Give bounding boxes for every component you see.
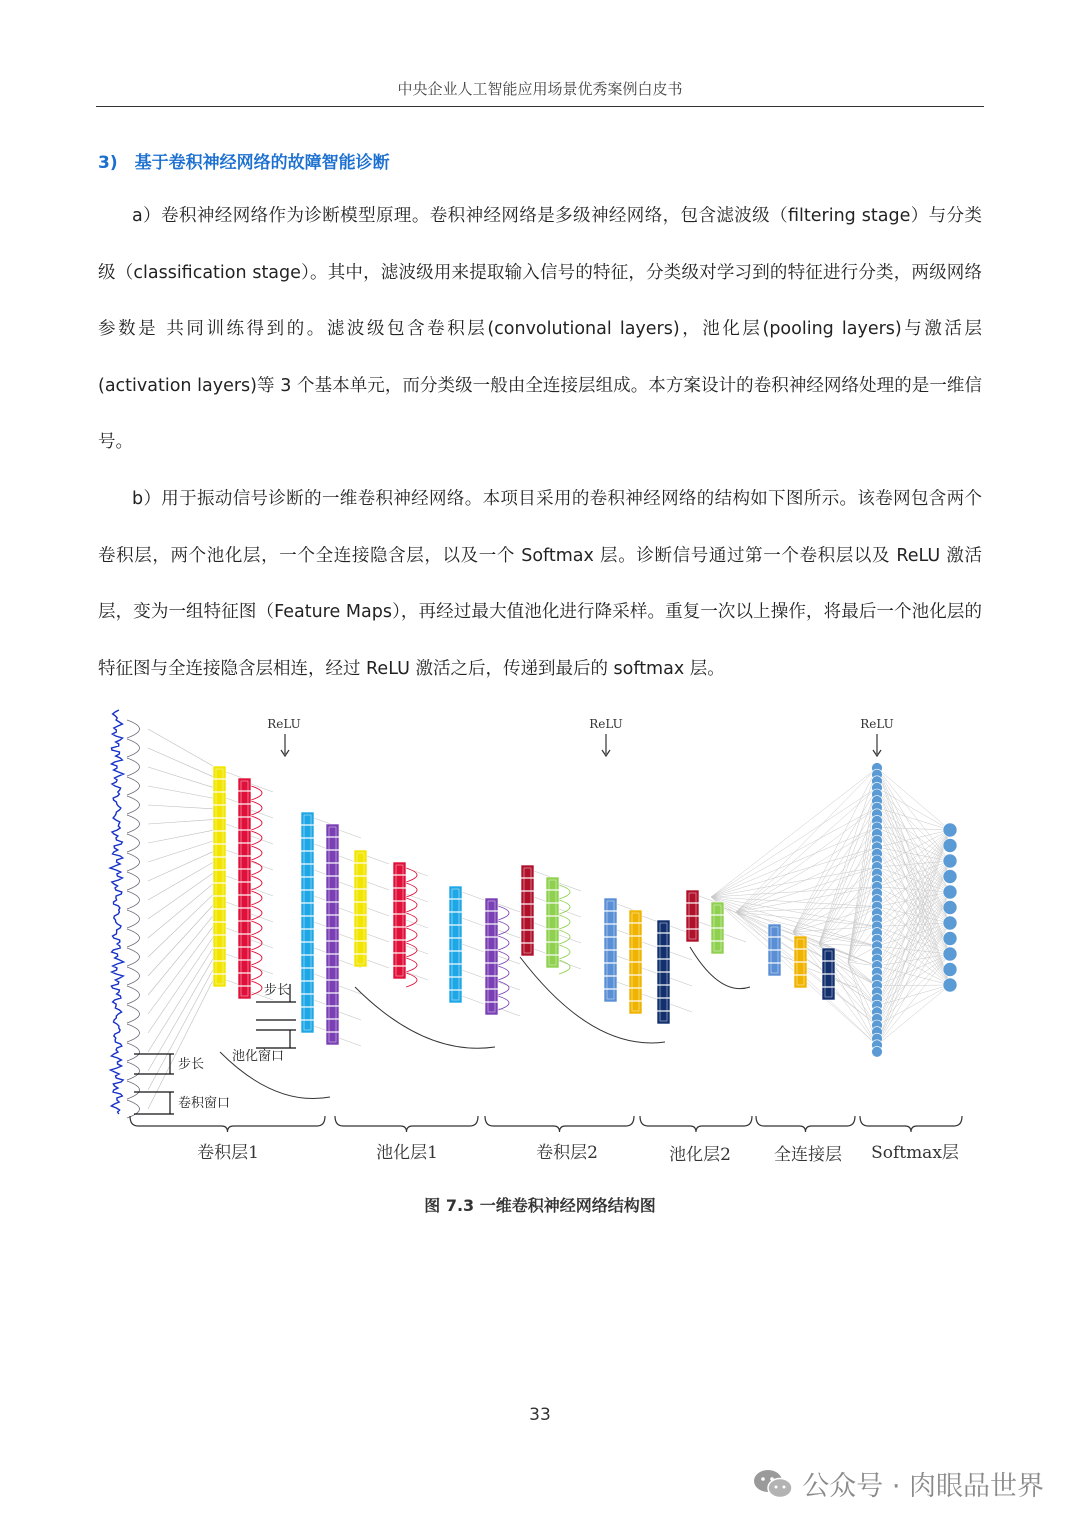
- stage-braces: [130, 1116, 962, 1132]
- stage-brace: [756, 1116, 855, 1132]
- stage-label-conv1: 卷积层1: [197, 1143, 259, 1163]
- stage-brace: [860, 1116, 962, 1132]
- group-curve: [355, 987, 495, 1048]
- conv-window-arc: [127, 777, 140, 795]
- conv-window-arc: [127, 1024, 140, 1042]
- conv1-map-1: [213, 766, 226, 987]
- pool-arc: [559, 885, 570, 899]
- pool-arc: [251, 846, 262, 860]
- stage-brace: [485, 1116, 634, 1132]
- pool-arc: [498, 966, 509, 980]
- relu-text-3: ReLU: [860, 717, 894, 731]
- pool-arc: [498, 906, 509, 920]
- conv-window-arc: [127, 1100, 140, 1118]
- group-curve: [520, 957, 665, 1043]
- pool-arc: [251, 906, 262, 920]
- pool-arc: [498, 981, 509, 995]
- stage-brace: [640, 1116, 752, 1132]
- wechat-icon: [752, 1467, 794, 1501]
- pool-arc: [559, 915, 570, 929]
- pool-arc: [251, 801, 262, 815]
- conv-window-arc: [127, 891, 140, 909]
- conv-window-arc: [127, 834, 140, 852]
- pool-arc: [406, 868, 417, 882]
- conv-window-arc: [127, 910, 140, 928]
- stage-brace: [130, 1116, 325, 1132]
- stage-label-pool2: 池化层2: [669, 1145, 731, 1165]
- stage-brace: [335, 1116, 478, 1132]
- conv2-in-2: [393, 862, 406, 979]
- pool-arc: [406, 898, 417, 912]
- softmax-output-node: [943, 963, 957, 977]
- pool-arc: [251, 876, 262, 890]
- pool1b-map-2: [485, 898, 498, 1015]
- conv-window-arc: [127, 967, 140, 985]
- conv-window-arc: [127, 1062, 140, 1080]
- pool-arc: [559, 900, 570, 914]
- stride-label-2: 步长: [264, 983, 291, 998]
- figure-caption: 图 7.3 一维卷积神经网络结构图: [424, 1196, 656, 1215]
- conv-window-arc: [127, 948, 140, 966]
- conv-window-arc: [127, 872, 140, 890]
- conv-window-arc: [127, 1081, 140, 1099]
- watermark: [752, 1464, 1044, 1503]
- conv-window-arc: [127, 739, 140, 757]
- conv-window-arc: [127, 758, 140, 776]
- conv2-map-2: [546, 877, 559, 968]
- softmax-output-node: [943, 978, 957, 992]
- input-signal-waveform: [110, 710, 124, 1114]
- softmax-output-node: [943, 947, 957, 961]
- watermark-text: 公众号 · 肉眼品世界: [802, 1471, 1044, 1502]
- cnn-structure-figure: [100, 702, 980, 1172]
- pool1b-map-1: [449, 886, 462, 1003]
- softmax-output-node: [943, 854, 957, 868]
- softmax-output-node: [943, 901, 957, 915]
- softmax-output-node: [943, 885, 957, 899]
- pool-arc: [498, 996, 509, 1010]
- pool-arc: [251, 816, 262, 830]
- pool-arc: [251, 951, 262, 965]
- conv-window-arc: [127, 853, 140, 871]
- conv2-map-1: [521, 865, 534, 956]
- pool-arc: [559, 945, 570, 959]
- header-divider: [96, 106, 984, 107]
- pool-arc: [406, 928, 417, 942]
- pool-arc: [406, 913, 417, 927]
- pool-arc: [251, 966, 262, 980]
- conv-window-arc: [127, 815, 140, 833]
- pool1-map-2: [326, 824, 339, 1045]
- paragraph-a: [98, 188, 982, 471]
- stage-label-fc: 全连接层: [774, 1145, 842, 1165]
- pool-arc: [406, 958, 417, 972]
- stage-label-softmax: Softmax层: [871, 1143, 959, 1163]
- pool-arc: [251, 786, 262, 800]
- pool-arc: [406, 943, 417, 957]
- softmax-output-node: [943, 916, 957, 930]
- conv1-map-2: [238, 778, 251, 999]
- stage-label-conv2: 卷积层2: [536, 1143, 598, 1163]
- relu-label-3: [860, 717, 894, 756]
- paragraph-b: [98, 471, 982, 697]
- fc-hidden-node: [872, 1046, 883, 1057]
- conv-window-arc: [127, 1043, 140, 1061]
- pool-arc: [251, 936, 262, 950]
- softmax-output-node: [943, 839, 957, 853]
- stage-label-pool1: 池化层1: [376, 1143, 438, 1163]
- conv-window-arc: [127, 929, 140, 947]
- conv2-in-1: [354, 850, 367, 967]
- pool-arc: [251, 921, 262, 935]
- conv-window-arc: [127, 1005, 140, 1023]
- conv-window-label: 卷积窗口: [178, 1096, 231, 1111]
- paragraph-b-text: b）用于振动信号诊断的一维卷积神经网络。本项目采用的卷积神经网络的结构如下图所示。该卷网包含两个卷积层，两个池化层，一个全连接隐含层，以及一个 Softmax 层。诊断信号通过第一个卷积层以及 ReLU 激活层，变为一组特征图（Feature Maps），再经过最大值池化进行降采样。重复一次以上操作，将最后一个池化层的特征图与全连接隐含层相连，经过 ReLU 激活之后，传递到最后的 softmax 层。: [98, 489, 982, 679]
- pool1-map-1: [301, 812, 314, 1033]
- softmax-output-node: [943, 932, 957, 946]
- section-title: 3) 基于卷积神经网络的故障智能诊断: [98, 153, 390, 173]
- stride-label-1: 步长: [178, 1057, 205, 1072]
- relu-label-2: [589, 717, 623, 756]
- page-number: 33: [529, 1405, 551, 1425]
- softmax-output-node: [943, 823, 957, 837]
- pool-window-label: 池化窗口: [232, 1049, 285, 1064]
- relu-label-1: [267, 717, 301, 756]
- softmax-output-node: [943, 870, 957, 884]
- pool-arc: [498, 936, 509, 950]
- relu-text-1: ReLU: [267, 717, 301, 731]
- conv-window-arc: [127, 986, 140, 1004]
- pool-arc: [559, 960, 570, 974]
- paragraph-a-text: a）卷积神经网络作为诊断模型原理。卷积神经网络是多级神经网络，包含滤波级（filtering stage）与分类级（classification stage）。其中，滤波级用来提取输入信号的特征，分类级对学习到的特征进行分类，两级网络参数是 共同训练得到的。滤波级包含卷积层(convolutional layers)，池化层(pooling layers)与激活层(activation layers)等 3 个基本单元，而分类级一般由全连接层组成。本方案设计的卷积神经网络处理的是一维信号。: [98, 206, 982, 452]
- conv-window-annotation: [134, 1054, 174, 1114]
- pool-arc: [251, 861, 262, 875]
- conv-window-arc: [127, 720, 140, 738]
- pool-arc: [498, 921, 509, 935]
- relu-text-2: ReLU: [589, 717, 623, 731]
- page-header: 中央企业人工智能应用场景优秀案例白皮书: [397, 80, 683, 98]
- pool-arc: [251, 891, 262, 905]
- conv-window-arc: [127, 796, 140, 814]
